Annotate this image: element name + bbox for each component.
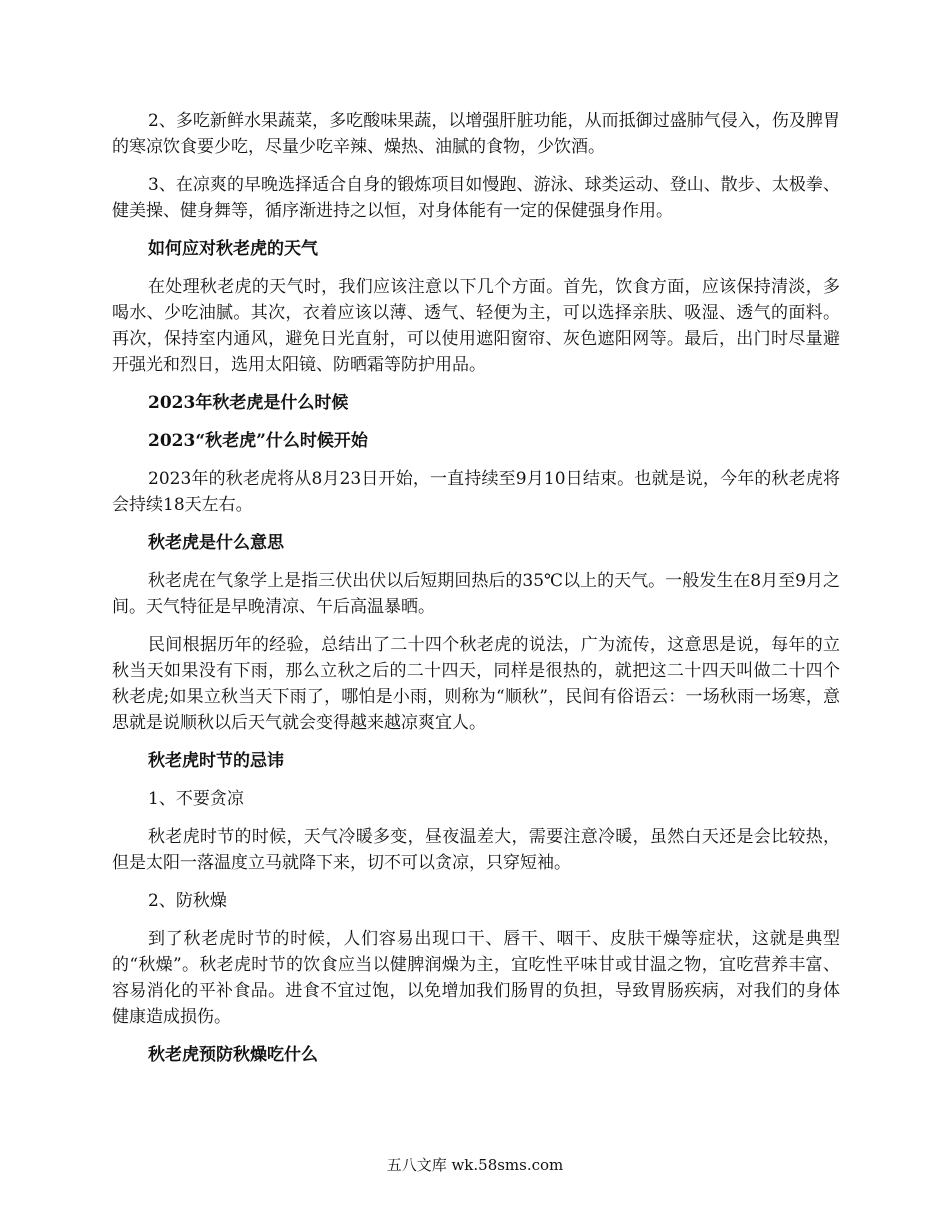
list-item-no-cooling: 1、不要贪凉 <box>148 789 244 809</box>
heading-2023-start: 2023“秋老虎”什么时候开始 <box>148 431 368 451</box>
paragraph-meteorology: 秋老虎在气象学上是指三伏出伏以后短期回热后的35℃以上的天气。一般发生在8月至9月之间。天气特征是早晚清凉、午后高温暴晒。 <box>112 571 840 617</box>
heading-taboos: 秋老虎时节的忌讳 <box>148 751 284 771</box>
paragraph-folk-saying: 民间根据历年的经验，总结出了二十四个秋老虎的说法，广为流传，这意思是说，每年的立秋当天如果没有下雨，那么立秋之后的二十四天，同样是很热的，就把这二十四天叫做二十四个秋老虎;如果立秋当天下雨了，哪怕是小雨，则称为“顺秋”，民间有俗语云：一场秋雨一场寒，意思就是说顺秋以后天气就会变得越来越凉爽宜人。 <box>112 635 840 733</box>
paragraph-coping-tips: 在处理秋老虎的天气时，我们应该注意以下几个方面。首先，饮食方面，应该保持清淡，多喝水、少吃油腻。其次，衣着应该以薄、透气、轻便为主，可以选择亲肤、吸湿、透气的面料。再次，保持室内通风，避免日光直射，可以使用遮阳窗帘、灰色遮阳网等。最后，出门时尽量避开强光和烈日，选用太阳镜、防晒霜等防护用品。 <box>112 277 840 375</box>
heading-meaning: 秋老虎是什么意思 <box>148 533 284 553</box>
paragraph-dryness: 到了秋老虎时节的时候，人们容易出现口干、唇干、咽干、皮肤干燥等症状，这就是典型的“秋燥”。秋老虎时节的饮食应当以健脾润燥为主，宜吃性平味甘或甘温之物，宜吃营养丰富、容易消化的平补食品。进食不宜过饱，以免增加我们肠胃的负担，导致胃肠疾病，对我们的身体健康造成损伤。 <box>112 929 840 1027</box>
heading-how-to-cope: 如何应对秋老虎的天气 <box>148 239 318 259</box>
heading-2023-when: 2023年秋老虎是什么时候 <box>148 393 349 413</box>
heading-what-to-eat: 秋老虎预防秋燥吃什么 <box>148 1045 318 1065</box>
paragraph-diet-fruits: 2、多吃新鲜水果蔬菜，多吃酸味果蔬，以增强肝脏功能，从而抵御过盛肺气侵入，伤及脾胃的寒凉饮食要少吃，尽量少吃辛辣、燥热、油腻的食物，少饮酒。 <box>112 111 840 157</box>
paragraph-2023-dates: 2023年的秋老虎将从8月23日开始，一直持续至9月10日结束。也就是说，今年的秋老虎将会持续18天左右。 <box>112 469 840 515</box>
paragraph-no-cooling: 秋老虎时节的时候，天气冷暖多变，昼夜温差大，需要注意冷暖，虽然白天还是会比较热，但是太阳一落温度立马就降下来，切不可以贪凉，只穿短袖。 <box>112 827 840 873</box>
document-body <box>112 108 840 1080</box>
paragraph-exercise: 3、在凉爽的早晚选择适合自身的锻炼项目如慢跑、游泳、球类运动、登山、散步、太极拳、健美操、健身舞等，循序渐进持之以恒，对身体能有一定的保健强身作用。 <box>112 175 840 221</box>
list-item-dryness: 2、防秋燥 <box>148 891 227 911</box>
footer-watermark: 五八文库 wk.58sms.com <box>386 1156 564 1174</box>
